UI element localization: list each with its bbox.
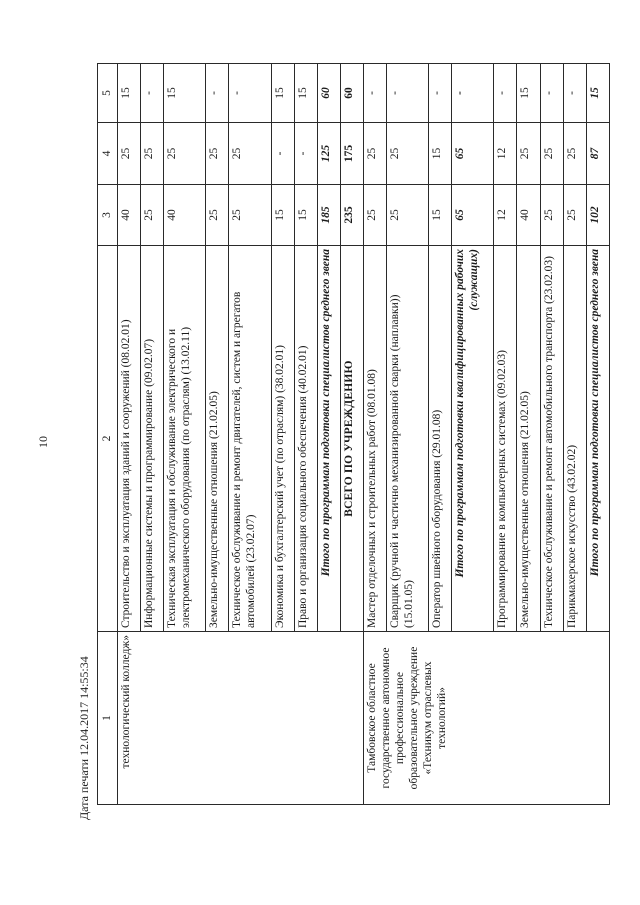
value-cell-4: 12 [494, 123, 517, 185]
program-name: Земельно-имущественные отношения (21.02.05) [517, 246, 540, 632]
value-cell-5: - [206, 64, 229, 123]
value-cell-5: 60 [317, 64, 340, 123]
value-cell-4: 25 [229, 123, 271, 185]
program-name: Техническая эксплуатация и обслуживание электрического и электромеханического оборудования (по отраслям) (13.02.11) [164, 246, 206, 632]
subtotal-label: Итого по программам подготовки специалистов среднего звена [317, 246, 340, 632]
program-name: Сварщик (ручной и частично механизированной сварки (наплавки)) (15.01.05) [387, 246, 429, 632]
value-cell-4: 15 [429, 123, 452, 185]
institution-name-cell: Тамбовское областное государственное автономное профессиональное образовательное учреждение «Техникум отраслевых технологий» [363, 632, 609, 805]
value-cell-5: - [494, 64, 517, 123]
value-cell-3: 15 [429, 185, 452, 246]
value-cell-5: 15 [294, 64, 317, 123]
program-name: Парикмахерское искусство (43.02.02) [563, 246, 586, 632]
table-row [118, 64, 141, 805]
value-cell-4: - [271, 123, 294, 185]
value-cell-5: 15 [517, 64, 540, 123]
value-cell-5: - [363, 64, 386, 123]
col-header-2: 2 [98, 246, 118, 632]
value-cell-3: 40 [118, 185, 141, 246]
program-name: Строительство и эксплуатация зданий и сооружений (08.02.01) [118, 246, 141, 632]
value-cell-4: 65 [452, 123, 494, 185]
table-row [363, 64, 386, 805]
subtotal-label: Итого по программам подготовки квалифицированных рабочих (служащих) [452, 246, 494, 632]
col-header-4: 4 [98, 123, 118, 185]
value-cell-5: - [452, 64, 494, 123]
value-cell-3: 235 [340, 185, 363, 246]
program-name: Земельно-имущественные отношения (21.02.05) [206, 246, 229, 632]
subtotal-label: Итого по программам подготовки специалистов среднего звена [586, 246, 609, 632]
value-cell-5: - [429, 64, 452, 123]
grand-total-label: ВСЕГО ПО УЧРЕЖДЕНИЮ [340, 246, 363, 632]
value-cell-4: 25 [206, 123, 229, 185]
value-cell-3: 25 [540, 185, 563, 246]
value-cell-3: 12 [494, 185, 517, 246]
print-date: Дата печати 12.04.2017 14:55:34 [77, 656, 91, 820]
admission-table [97, 63, 610, 805]
value-cell-5: 15 [586, 64, 609, 123]
program-name: Техническое обслуживание и ремонт автомобильного транспорта (23.02.03) [540, 246, 563, 632]
table-header-row [98, 64, 118, 805]
value-cell-3: 15 [294, 185, 317, 246]
value-cell-5: 15 [118, 64, 141, 123]
value-cell-4: 25 [540, 123, 563, 185]
page-number: 10 [36, 436, 50, 448]
value-cell-5: 60 [340, 64, 363, 123]
value-cell-3: 25 [363, 185, 386, 246]
program-name: Программирование в компьютерных системах (09.02.03) [494, 246, 517, 632]
value-cell-4: 125 [317, 123, 340, 185]
program-name: Оператор швейного оборудования (29.01.08) [429, 246, 452, 632]
value-cell-3: 25 [141, 185, 164, 246]
value-cell-3: 40 [164, 185, 206, 246]
program-name: Экономика и бухгалтерский учет (по отраслям) (38.02.01) [271, 246, 294, 632]
value-cell-4: 25 [363, 123, 386, 185]
value-cell-3: 40 [517, 185, 540, 246]
value-cell-5: 15 [271, 64, 294, 123]
admission-table-wrapper [97, 64, 610, 805]
program-name: Мастер отделочных и строительных работ (08.01.08) [363, 246, 386, 632]
value-cell-3: 25 [563, 185, 586, 246]
col-header-1: 1 [98, 632, 118, 805]
value-cell-5: - [563, 64, 586, 123]
value-cell-3: 15 [271, 185, 294, 246]
value-cell-5: - [141, 64, 164, 123]
col-header-5: 5 [98, 64, 118, 123]
value-cell-4: 25 [517, 123, 540, 185]
value-cell-3: 65 [452, 185, 494, 246]
program-name: Право и организация социального обеспечения (40.02.01) [294, 246, 317, 632]
institution-name-cell: технологический колледж» [118, 632, 364, 805]
value-cell-4: 25 [164, 123, 206, 185]
value-cell-3: 185 [317, 185, 340, 246]
value-cell-4: 25 [141, 123, 164, 185]
program-name: Техническое обслуживание и ремонт двигателей, систем и агрегатов автомобилей (23.02.07) [229, 246, 271, 632]
program-name: Информационные системы и программирование (09.02.07) [141, 246, 164, 632]
value-cell-5: - [387, 64, 429, 123]
value-cell-4: 25 [387, 123, 429, 185]
value-cell-5: - [540, 64, 563, 123]
value-cell-3: 102 [586, 185, 609, 246]
col-header-3: 3 [98, 185, 118, 246]
value-cell-5: - [229, 64, 271, 123]
value-cell-4: - [294, 123, 317, 185]
value-cell-3: 25 [206, 185, 229, 246]
value-cell-4: 87 [586, 123, 609, 185]
value-cell-3: 25 [229, 185, 271, 246]
value-cell-5: 15 [164, 64, 206, 123]
value-cell-4: 25 [563, 123, 586, 185]
value-cell-3: 25 [387, 185, 429, 246]
value-cell-4: 25 [118, 123, 141, 185]
value-cell-4: 175 [340, 123, 363, 185]
